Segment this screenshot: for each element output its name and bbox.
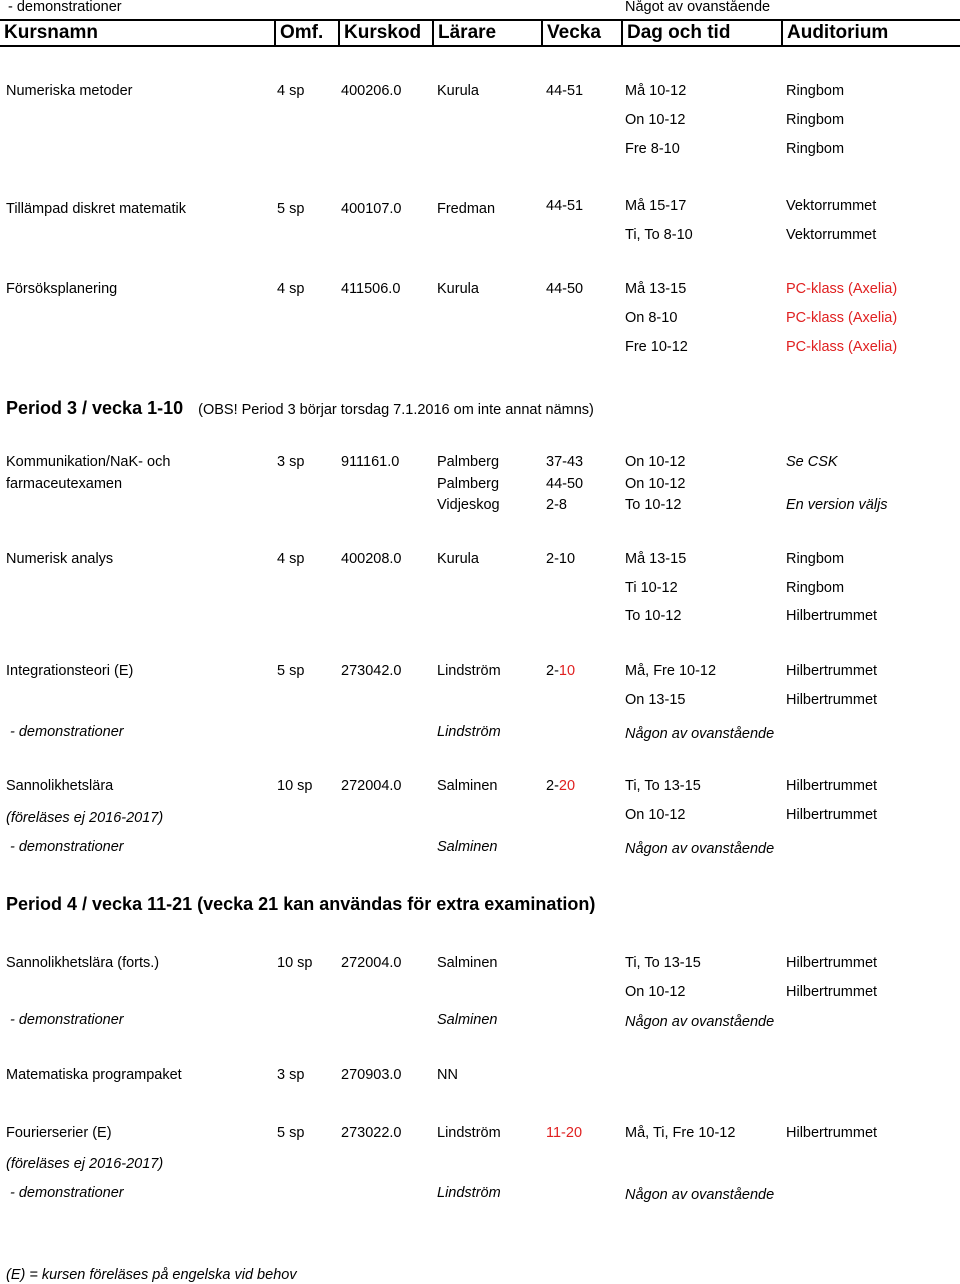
course-code: 400206.0: [341, 83, 402, 99]
course-code: 400208.0: [341, 551, 402, 567]
course-weeks: 37-43: [546, 454, 584, 470]
course-room: Hilbertrummet: [786, 663, 878, 679]
course-teacher: Fredman: [437, 201, 496, 217]
course-teacher: Kurula: [437, 551, 479, 567]
course-time: Må 15-17: [625, 198, 687, 214]
course-time: Må 10-12: [625, 83, 687, 99]
course-room: PC-klass (Axelia): [786, 281, 898, 297]
course-room: Hilbertrummet: [786, 692, 878, 708]
course-time: Fre 8-10: [625, 141, 680, 157]
weeks-start: 2-: [546, 663, 559, 679]
course-room: Hilbertrummet: [786, 955, 878, 971]
demo-teacher: Salminen: [437, 1012, 498, 1028]
course-room: Hilbertrummet: [786, 807, 878, 823]
period-4-heading: [6, 893, 595, 915]
course-room: Vektorrummet: [786, 227, 877, 243]
any-of-above-label: Något av ovanstående: [625, 0, 771, 15]
course-time: On 10-12: [625, 454, 686, 470]
course-room: Vektorrummet: [786, 198, 877, 214]
col-omf: Omf.: [274, 21, 338, 45]
course-code: 272004.0: [341, 955, 402, 971]
period-note: (OBS! Period 3 börjar torsdag 7.1.2016 om inte annat nämns): [198, 402, 594, 418]
course-name-cont: farmaceutexamen: [6, 476, 123, 492]
course-code: 273042.0: [341, 663, 402, 679]
footer-note: (E) = kursen föreläses på engelska vid behov: [6, 1267, 297, 1283]
course-weeks: 44-51: [546, 83, 584, 99]
course-teacher: Lindström: [437, 663, 501, 679]
course-room: Ringbom: [786, 141, 845, 157]
course-name: Matematiska programpaket: [6, 1067, 182, 1083]
course-time: On 10-12: [625, 807, 686, 823]
table-header: [0, 19, 960, 47]
course-room: Hilbertrummet: [786, 778, 878, 794]
demo-teacher: Lindström: [437, 1185, 501, 1201]
course-time: Må 13-15: [625, 281, 687, 297]
course-name: Tillämpad diskret matematik: [6, 201, 186, 217]
course-code: 411506.0: [341, 281, 401, 297]
course-room: Ringbom: [786, 551, 845, 567]
course-room: PC-klass (Axelia): [786, 310, 898, 326]
col-kurskod: Kurskod: [338, 21, 432, 45]
course-room: Se CSK: [786, 454, 838, 470]
course-name: Numerisk analys: [6, 551, 114, 567]
course-time: Fre 10-12: [625, 339, 688, 355]
course-weeks: 2-8: [546, 497, 567, 513]
demo-label: - demonstrationer: [10, 1012, 124, 1028]
course-weeks: 11-20: [546, 1125, 583, 1141]
course-name: Fourierserier (E): [6, 1125, 112, 1141]
course-room: Hilbertrummet: [786, 984, 878, 1000]
course-teacher: Palmberg: [437, 454, 500, 470]
course-time: On 10-12: [625, 984, 686, 1000]
course-time: Ti 10-12: [625, 580, 678, 596]
course-time: Ti, To 8-10: [625, 227, 693, 243]
course-note: (föreläses ej 2016-2017): [6, 810, 164, 826]
course-omf: 5 sp: [277, 201, 305, 217]
course-weeks: 44-50: [546, 281, 584, 297]
course-room: PC-klass (Axelia): [786, 339, 898, 355]
col-larare: Lärare: [432, 21, 541, 45]
course-omf: 4 sp: [277, 83, 305, 99]
period-title: Period 3 / vecka 1-10: [6, 398, 184, 418]
course-teacher: Palmberg: [437, 476, 500, 492]
period-3-heading: [6, 397, 594, 421]
period-title: Period 4 / vecka 11-21 (vecka 21 kan användas för extra examination): [6, 894, 596, 914]
demo-label: - demonstrationer: [10, 1185, 124, 1201]
course-code: 273022.0: [341, 1125, 402, 1141]
course-room: Ringbom: [786, 580, 845, 596]
course-time: On 10-12: [625, 476, 686, 492]
course-room: Ringbom: [786, 112, 845, 128]
course-omf: 5 sp: [277, 1125, 305, 1141]
course-name: Integrationsteori (E): [6, 663, 134, 679]
course-time: Ti, To 13-15: [625, 778, 701, 794]
course-teacher: Salminen: [437, 778, 498, 794]
course-weeks: 44-51: [546, 198, 584, 214]
course-name: Numeriska metoder: [6, 83, 133, 99]
course-code: 911161.0: [341, 454, 400, 470]
course-time: To 10-12: [625, 608, 682, 624]
course-time: Må, Ti, Fre 10-12: [625, 1125, 736, 1141]
course-code: 272004.0: [341, 778, 402, 794]
demo-teacher: Lindström: [437, 724, 501, 740]
course-note: (föreläses ej 2016-2017): [6, 1156, 164, 1172]
course-teacher: NN: [437, 1067, 458, 1083]
course-time: Ti, To 13-15: [625, 955, 701, 971]
course-name: Försöksplanering: [6, 281, 118, 297]
demo-time: Någon av ovanstående: [625, 1187, 775, 1203]
demo-label: - demonstrationer: [8, 0, 122, 15]
course-name: Sannolikhetslära (forts.): [6, 955, 160, 971]
course-omf: 3 sp: [277, 1067, 305, 1083]
weeks-start: 2-: [546, 778, 559, 794]
demo-teacher: Salminen: [437, 839, 498, 855]
course-room: En version väljs: [786, 497, 888, 513]
course-time: Må, Fre 10-12: [625, 663, 717, 679]
course-room: Hilbertrummet: [786, 608, 878, 624]
demo-time: Någon av ovanstående: [625, 841, 775, 857]
col-dag-och-tid: Dag och tid: [621, 21, 781, 45]
course-teacher: Salminen: [437, 955, 498, 971]
course-teacher: Vidjeskog: [437, 497, 500, 513]
course-omf: 10 sp: [277, 778, 313, 794]
course-omf: 4 sp: [277, 551, 305, 567]
course-room: Hilbertrummet: [786, 1125, 878, 1141]
demo-time: Någon av ovanstående: [625, 1014, 775, 1030]
course-omf: 3 sp: [277, 454, 305, 470]
course-time: To 10-12: [625, 497, 682, 513]
course-omf: 10 sp: [277, 955, 313, 971]
course-weeks: 44-50: [546, 476, 584, 492]
course-weeks: [546, 777, 575, 795]
course-time: On 8-10: [625, 310, 678, 326]
course-room: Ringbom: [786, 83, 845, 99]
course-code: 400107.0: [341, 201, 402, 217]
weeks-end: 10: [558, 663, 576, 679]
course-code: 270903.0: [341, 1067, 402, 1083]
course-name: Kommunikation/NaK- och: [6, 454, 171, 470]
course-omf: 4 sp: [277, 281, 305, 297]
course-teacher: Kurula: [437, 281, 479, 297]
course-teacher: Kurula: [437, 83, 479, 99]
course-weeks: 2-10: [546, 551, 576, 567]
course-teacher: Lindström: [437, 1125, 501, 1141]
weeks-end: 20: [558, 778, 576, 794]
demo-label: - demonstrationer: [10, 724, 124, 740]
demo-time: Någon av ovanstående: [625, 726, 775, 742]
course-weeks: [546, 662, 575, 680]
col-auditorium: Auditorium: [781, 21, 960, 45]
course-omf: 5 sp: [277, 663, 305, 679]
course-name: Sannolikhetslära: [6, 778, 114, 794]
course-time: On 10-12: [625, 112, 686, 128]
col-vecka: Vecka: [541, 21, 621, 45]
col-kursnamn: Kursnamn: [4, 22, 98, 43]
course-time: Må 13-15: [625, 551, 687, 567]
demo-label: - demonstrationer: [10, 839, 124, 855]
course-time: On 13-15: [625, 692, 686, 708]
